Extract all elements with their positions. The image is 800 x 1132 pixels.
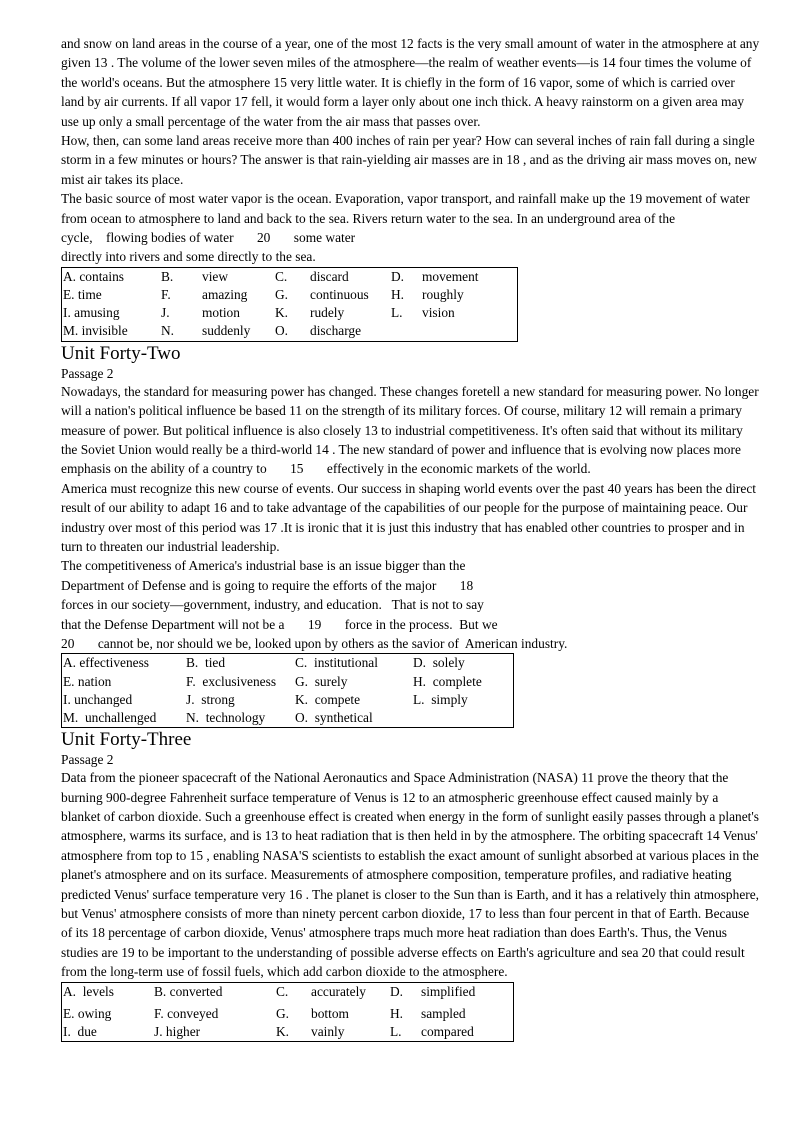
paragraph: and snow on land areas in the course of a year, one of the most 12 facts is the very small amount of water in the atmosphere at any given 13 . The volume of the lower seven miles of the atmosphere—the realm of weather events—is 14 four times the volume of the world's oceans. But the atmosphere 15 very little water. It is chiefly in the form of 16 vapor, some of which is carried over land by air currents. If all vapor 17 fell, it would form a layer only about one inch thick. A heavy rainstorm on a given area may use up only a small percentage of the water from the air mass that passes over. — [61, 36, 760, 129]
passage-label: Passage 2 — [61, 752, 114, 768]
option-cell: bottom — [311, 1005, 349, 1021]
option-cell — [412, 709, 514, 728]
option-cell: rudely — [310, 305, 345, 321]
option-cell: C. — [276, 983, 289, 999]
paragraph: America must recognize this new course of events. Our success in shaping world events over the past 40 years has been the direct result of our ability to adapt 16 and to take advantage of the capabilities of our people for the purpose of maintaining peace. Our industry over most of this period was 17 .It is ironic that it is just this industry that has enabled other countries to prosper and in turn to threaten our industrial leadership. — [61, 480, 756, 554]
option-cell: L. — [391, 305, 403, 321]
option-cell: M. unchallenged — [63, 709, 157, 725]
paragraph: The competitiveness of America's industrial base is an issue bigger than the — [61, 558, 466, 574]
option-cell: O. — [275, 323, 289, 339]
option-cell: compared — [421, 1024, 474, 1040]
option-cell: simplified — [421, 983, 476, 999]
option-cell — [390, 322, 421, 341]
paragraph: The basic source of most water vapor is the ocean. Evaporation, vapor transport, and rainfall make up the 19 movement of water from ocean to atmosphere to land and back to the sea. Rivers return water to the sea. In an underground area of the — [61, 191, 750, 226]
option-cell: I. amusing — [63, 305, 120, 321]
option-cell: accurately — [311, 983, 367, 999]
option-cell: F. exclusiveness — [186, 673, 277, 689]
options-row — [62, 1023, 514, 1042]
option-cell: G. surely — [295, 673, 348, 689]
option-cell: H. — [390, 1005, 404, 1021]
option-cell: O. synthetical — [295, 709, 373, 725]
option-cell: L. — [390, 1024, 402, 1040]
option-cell: B. converted — [154, 983, 223, 999]
option-cell: F. conveyed — [154, 1005, 219, 1021]
paragraph: cycle, flowing bodies of water 20 some water — [61, 230, 356, 246]
section-1 — [61, 34, 761, 342]
option-cell: E. time — [63, 287, 102, 303]
option-cell: I. unchanged — [63, 691, 133, 707]
option-cell: L. simply — [413, 691, 468, 707]
option-cell: M. invisible — [63, 323, 128, 339]
options-row — [62, 673, 514, 691]
option-cell: K. — [275, 305, 289, 321]
option-cell: E. nation — [63, 673, 112, 689]
option-cell: G. — [275, 287, 289, 303]
option-cell: vision — [422, 305, 455, 321]
option-cell: N. technology — [186, 709, 266, 725]
paragraph: Data from the pioneer spacecraft of the National Aeronautics and Space Administration (NASA) 11 prove the theory that the burning 900-degree Fahrenheit surface temperature of Venus is 12 to an atmospheric greenhouse effect caused mainly by a blanket of carbon dioxide. Such a greenhouse effect is created when energy in the form of sunlight easily passes through a planet's atmosphere, warms its surface, and is 13 to heat radiation that is then held in by the atmosphere. The orbiting spacecraft 14 Venus' atmosphere from top to 15 , enabling NASA'S scientists to establish the exact amount of sunlight absorbed at various places in the planet's atmosphere and on its surface. Measurements of atmosphere composition, temperature profiles, and radiative heating predicted Venus' surface temperature very 16 . The planet is closer to the Sun than is Earth, and it has a relatively thin atmosphere, but Venus' atmosphere consists of more than ninety percent carbon dioxide, 17 to less than four percent in that of Earth. Because of its 18 percentage of carbon dioxide, Venus' atmosphere traps much more heat radiation than does Earth's. Thus, the Venus studies are 19 to be important to the understanding of possible adverse effects on Earth's agriculture and sea 20 that could result from the long-term use of fossil fuels, which add carbon dioxide to the atmosphere. — [61, 770, 760, 980]
options-row — [62, 322, 518, 341]
section-3 — [61, 729, 761, 1042]
option-cell: N. — [161, 323, 175, 339]
unit-title: Unit Forty-Three — [61, 729, 192, 751]
option-cell: J. strong — [186, 691, 235, 707]
document-page — [61, 34, 761, 1042]
paragraph: Nowadays, the standard for measuring power has changed. These changes foretell a new standard for measuring power. No longer will a nation's political influence be based 11 on the strength of its military forces. Of course, military 12 will remain a primary measure of power. But political influence is also closely 13 to industrial competitiveness. It's often said that without its military the Soviet Union would really be a third-world 14 . The new standard of power and influence that is evolving now places more emphasis on the ability of a country to 15 effectively in the economic markets of the world. — [61, 383, 763, 477]
paragraph: forces in our society—government, industry, and education. That is not to say — [61, 597, 484, 613]
paragraph: 20 cannot be, nor should we be, looked upon by others as the savior of American industry. — [61, 635, 568, 651]
option-cell: I. due — [63, 1024, 97, 1040]
option-cell: H. complete — [413, 673, 482, 689]
options-row — [62, 304, 518, 322]
option-cell: C. — [275, 268, 288, 284]
option-cell: H. — [391, 287, 405, 303]
paragraph: Department of Defense and is going to require the efforts of the major 18 — [61, 577, 474, 593]
option-cell: A. effectiveness — [63, 655, 150, 671]
options-row — [62, 691, 514, 709]
option-cell: discharge — [310, 323, 362, 339]
option-cell: K. — [276, 1024, 290, 1040]
option-cell: sampled — [421, 1005, 466, 1021]
option-cell: A. contains — [63, 268, 124, 284]
option-cell: discard — [310, 268, 349, 284]
options-row — [62, 267, 518, 286]
options-row — [62, 1005, 514, 1023]
option-cell: amazing — [202, 287, 248, 303]
option-cell: A. levels — [63, 983, 114, 999]
passage-label: Passage 2 — [61, 365, 114, 381]
options-table — [61, 982, 514, 1043]
option-cell: vainly — [311, 1024, 345, 1040]
option-cell: roughly — [422, 287, 464, 303]
options-row — [62, 709, 514, 728]
paragraph: How, then, can some land areas receive more than 400 inches of rain per year? How can several inches of rain fall during a single storm in a few minutes or hours? The answer is that rain-yielding air masses are in 18 , and as the driving air mass moves on, new mist air takes its place. — [61, 133, 757, 187]
option-cell — [421, 322, 518, 341]
option-cell: K. compete — [295, 691, 361, 707]
option-cell: C. institutional — [295, 655, 378, 671]
option-cell: movement — [422, 268, 479, 284]
option-cell: continuous — [310, 287, 369, 303]
option-cell: B. tied — [186, 655, 226, 671]
option-cell: J. — [161, 305, 170, 321]
options-row — [62, 286, 518, 304]
option-cell: B. — [161, 268, 174, 284]
paragraph: that the Defense Department will not be a 19 force in the process. But we — [61, 616, 498, 632]
option-cell: J. higher — [154, 1024, 201, 1040]
options-table — [61, 653, 514, 728]
option-cell: view — [202, 268, 229, 284]
options-row — [62, 982, 514, 1005]
options-table — [61, 267, 518, 342]
option-cell: D. solely — [413, 655, 465, 671]
option-cell: F. — [161, 287, 171, 303]
option-cell: suddenly — [202, 323, 251, 339]
option-cell: D. — [391, 268, 405, 284]
option-cell: E. owing — [63, 1005, 112, 1021]
section-2 — [61, 343, 761, 729]
option-cell: G. — [276, 1005, 290, 1021]
unit-title: Unit Forty-Two — [61, 342, 181, 364]
option-cell: D. — [390, 983, 404, 999]
option-cell: motion — [202, 305, 240, 321]
options-row — [62, 654, 514, 673]
paragraph: directly into rivers and some directly to the sea. — [61, 249, 316, 265]
